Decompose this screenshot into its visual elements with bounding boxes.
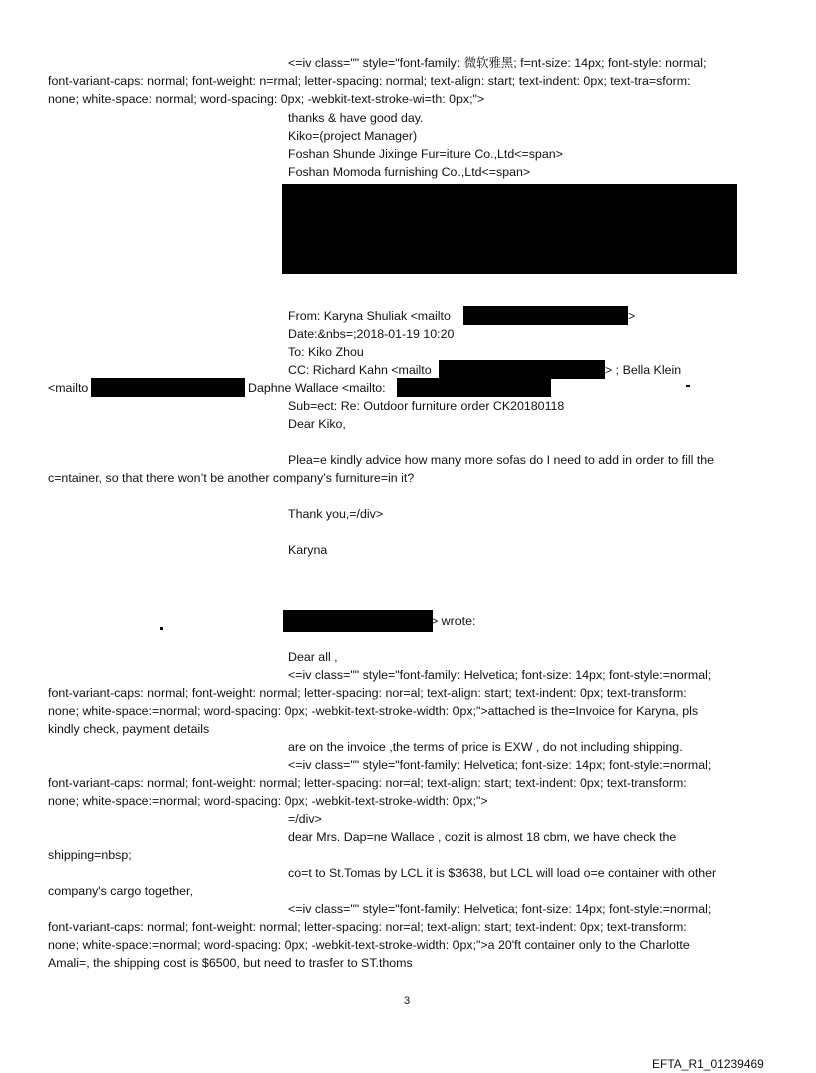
email-from-line: From: Karyna Shuliak <mailto — [288, 309, 451, 323]
body-line: Amali=, the shipping cost is $6500, but need to trasfer to ST.thoms — [48, 956, 413, 970]
document-id: EFTA_R1_01239469 — [652, 1057, 764, 1071]
body-line: none; white-space:=normal; word-spacing: 0px; -webkit-text-stroke-width: 0px;">attached is the=Invoice for Karyna, pls — [48, 704, 699, 718]
redaction-block — [283, 610, 433, 632]
email-date-line: Date:&nbs=;2018-01-19 10:20 — [288, 327, 455, 341]
body-line: <=iv class="" style="font-family: Helvetica; font-size: 14px; font-style:=normal; — [288, 758, 712, 772]
body-line: company's cargo together, — [48, 884, 193, 898]
body-line: kindly check, payment details — [48, 722, 210, 736]
body-line: Thank you,=/div> — [288, 507, 384, 521]
email-cc-line-end: > ; Bella Klein — [605, 363, 682, 377]
body-line: font-variant-caps: normal; font-weight: normal; letter-spacing: nor=al; text-align: start; text-indent: 0px; text-transform: — [48, 776, 687, 790]
email-cc-line: CC: Richard Kahn <mailto — [288, 363, 432, 377]
body-line: Dear Kiko, — [288, 417, 346, 431]
body-line: <=iv class="" style="font-family: Helvetica; font-size: 14px; font-style:=normal; — [288, 902, 712, 916]
redaction-block — [282, 184, 737, 274]
body-line: Plea=e kindly advice how many more sofas do I need to add in order to fill the — [288, 453, 715, 467]
redaction-block — [91, 378, 245, 397]
body-line: <=iv class="" style="font-family: Helvetica; font-size: 14px; font-style:=normal; — [288, 668, 712, 682]
stray-mark — [686, 385, 690, 387]
body-line: co=t to St.Tomas by LCL it is $3638, but LCL will load o=e container with other — [288, 866, 717, 880]
redaction-block — [439, 360, 605, 379]
stray-mark — [160, 627, 163, 630]
body-line: font-variant-caps: normal; font-weight: normal; letter-spacing: nor=al; text-align: start; text-indent: 0px; text-transform: — [48, 686, 687, 700]
redaction-block — [463, 306, 628, 325]
email-to-line: To: Kiko Zhou — [288, 345, 364, 359]
body-line: Dear all , — [288, 650, 338, 664]
body-line: none; white-space: normal; word-spacing: 0px; -webkit-text-stroke-wi=th: 0px;"> — [48, 92, 485, 106]
body-line: are on the invoice ,the terms of price is EXW , do not including shipping. — [288, 740, 683, 754]
body-line: c=ntainer, so that there won’t be another company’s furniture=in it? — [48, 471, 415, 485]
body-line: dear Mrs. Dap=ne Wallace , cozit is almost 18 cbm, we have check the — [288, 830, 677, 844]
email-cc-line-continued: <mailto — [48, 381, 89, 395]
body-line: <=iv class="" style="font-family: 微软雅黑; f=nt-size: 14px; font-style: normal; — [288, 56, 707, 70]
body-line: =/div> — [288, 812, 322, 826]
email-subject-line: Sub=ect: Re: Outdoor furniture order CK20180118 — [288, 399, 565, 413]
body-line: none; white-space:=normal; word-spacing: 0px; -webkit-text-stroke-width: 0px;">a 20'ft container only to the Charlotte — [48, 938, 690, 952]
body-line: shipping=nbsp; — [48, 848, 132, 862]
quoted-header-line: > wrote: — [431, 614, 476, 628]
body-line: font-variant-caps: normal; font-weight: normal; letter-spacing: nor=al; text-align: start; text-indent: 0px; text-transform: — [48, 920, 687, 934]
body-line: Foshan Shunde Jixinge Fur=iture Co.,Ltd<=span> — [288, 147, 563, 161]
redaction-block — [397, 378, 551, 397]
body-line: Foshan Momoda furnishing Co.,Ltd<=span> — [288, 165, 531, 179]
body-line: Kiko=(project Manager) — [288, 129, 418, 143]
email-from-line-end: > — [628, 309, 636, 323]
body-line: thanks & have good day. — [288, 111, 424, 125]
page-number: 3 — [404, 995, 411, 1007]
body-line: Karyna — [288, 543, 328, 557]
body-line: font-variant-caps: normal; font-weight: n=rmal; letter-spacing: normal; text-align: start; text-indent: 0px; text-tra=sform: — [48, 74, 691, 88]
email-cc-line-continued: Daphne Wallace <mailto: — [248, 381, 386, 395]
body-line: none; white-space:=normal; word-spacing: 0px; -webkit-text-stroke-width: 0px;"> — [48, 794, 488, 808]
